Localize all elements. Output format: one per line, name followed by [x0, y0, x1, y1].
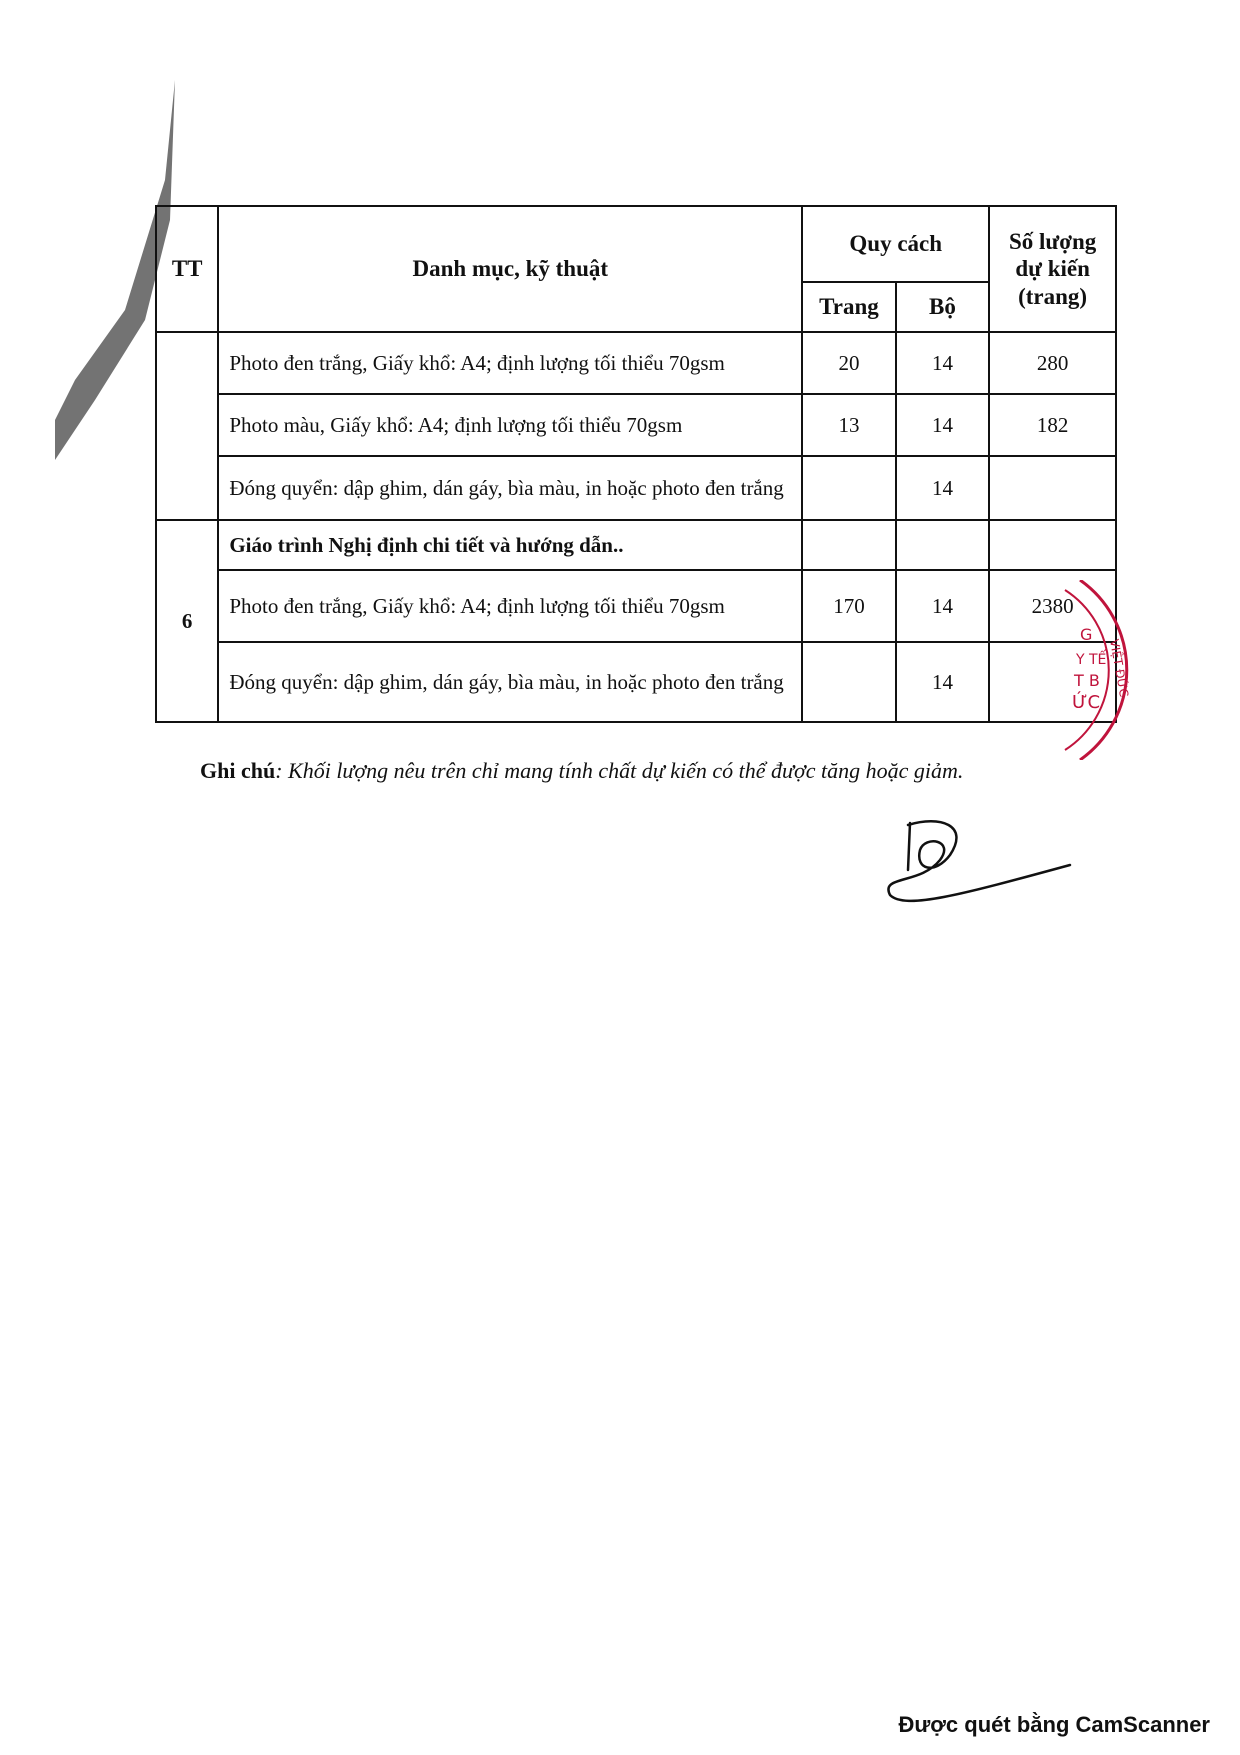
svg-text:VIỆT ĐỨC: VIỆT ĐỨC	[1107, 638, 1131, 699]
svg-text:Y TẾ: Y TẾ	[1076, 652, 1107, 668]
table-row	[156, 456, 1116, 520]
row-pages	[802, 642, 896, 722]
header-tt: TT	[156, 206, 218, 332]
scanner-watermark: Được quét bằng CamScanner	[898, 1712, 1210, 1737]
row-quantity	[989, 456, 1116, 520]
row-tt	[156, 332, 218, 520]
svg-text:G: G	[1080, 625, 1093, 644]
table-row	[156, 394, 1116, 456]
section-title: Giáo trình Nghị định chi tiết và hướng dẫn..	[218, 520, 802, 570]
header-row	[156, 206, 1116, 282]
row-quantity	[989, 520, 1116, 570]
row-sets: 14	[896, 570, 990, 642]
header-sets: Bộ	[896, 282, 990, 332]
header-description: Danh mục, kỹ thuật	[218, 206, 802, 332]
row-tt: 6	[156, 520, 218, 722]
specification-table	[155, 205, 1117, 723]
row-description: Photo màu, Giấy khổ: A4; định lượng tối thiểu 70gsm	[218, 394, 802, 456]
row-description: Photo đen trắng, Giấy khổ: A4; định lượng tối thiểu 70gsm	[218, 570, 802, 642]
row-quantity: 280	[989, 332, 1116, 394]
row-description: Đóng quyển: dập ghim, dán gáy, bìa màu, in hoặc photo đen trắng	[218, 456, 802, 520]
row-description: Đóng quyển: dập ghim, dán gáy, bìa màu, in hoặc photo đen trắng	[218, 642, 802, 722]
row-pages: 170	[802, 570, 896, 642]
row-pages	[802, 456, 896, 520]
signature	[880, 815, 1080, 915]
row-description: Photo đen trắng, Giấy khổ: A4; định lượng tối thiểu 70gsm	[218, 332, 802, 394]
header-pages: Trang	[802, 282, 896, 332]
table-row	[156, 520, 1116, 570]
svg-text:ỨC: ỨC	[1072, 692, 1101, 713]
row-sets	[896, 520, 990, 570]
official-stamp	[1040, 580, 1160, 760]
note	[200, 758, 963, 784]
row-quantity: 182	[989, 394, 1116, 456]
header-spec: Quy cách	[802, 206, 989, 282]
table-row	[156, 570, 1116, 642]
row-sets: 14	[896, 456, 990, 520]
svg-text:T B: T B	[1074, 671, 1100, 690]
header-quantity: Số lượng dự kiến (trang)	[989, 206, 1116, 332]
table-row	[156, 642, 1116, 722]
row-pages: 20	[802, 332, 896, 394]
row-quantity: 2380	[989, 570, 1116, 642]
row-pages	[802, 520, 896, 570]
row-sets: 14	[896, 394, 990, 456]
note-text: : Khối lượng nêu trên chỉ mang tính chất dự kiến có thể được tăng hoặc giảm.	[275, 758, 964, 783]
row-sets: 14	[896, 642, 990, 722]
note-label: Ghi chú	[200, 758, 276, 783]
table-row	[156, 332, 1116, 394]
row-sets: 14	[896, 332, 990, 394]
row-pages: 13	[802, 394, 896, 456]
